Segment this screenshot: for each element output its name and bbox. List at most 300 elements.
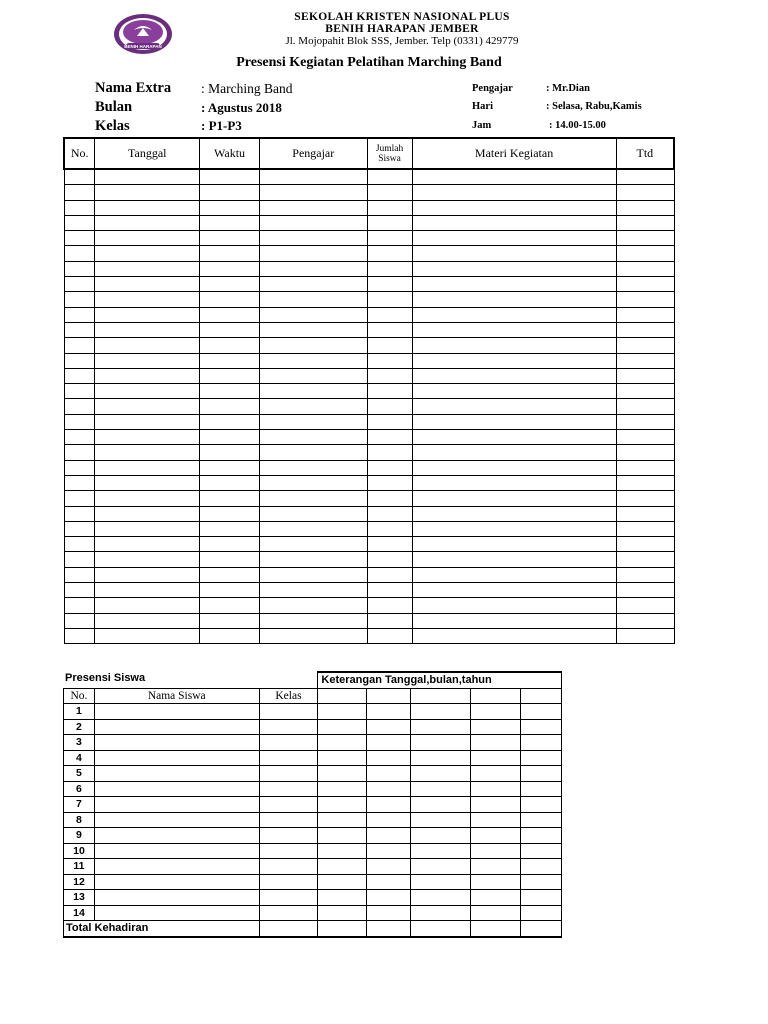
attendance-cell[interactable] [471, 735, 521, 751]
attendance-cell[interactable] [94, 704, 259, 720]
table-cell[interactable] [259, 185, 367, 200]
table-cell[interactable] [367, 261, 412, 276]
table-cell[interactable] [95, 231, 200, 246]
table-cell[interactable] [200, 338, 260, 353]
table-cell[interactable] [367, 460, 412, 475]
table-cell[interactable] [616, 430, 674, 445]
attendance-cell[interactable] [411, 719, 471, 735]
table-cell[interactable] [412, 475, 616, 490]
attendance-cell[interactable] [367, 812, 411, 828]
attendance-cell[interactable] [367, 766, 411, 782]
table-cell[interactable] [200, 307, 260, 322]
table-cell[interactable] [64, 628, 95, 643]
table-cell[interactable] [412, 246, 616, 261]
table-cell[interactable] [367, 445, 412, 460]
table-cell[interactable] [259, 231, 367, 246]
table-cell[interactable] [200, 583, 260, 598]
attendance-cell[interactable] [411, 905, 471, 921]
attendance-cell[interactable] [318, 890, 367, 906]
table-cell[interactable] [259, 613, 367, 628]
table-cell[interactable] [64, 292, 95, 307]
attendance-cell[interactable] [411, 735, 471, 751]
table-cell[interactable] [95, 552, 200, 567]
table-cell[interactable] [259, 384, 367, 399]
attendance-cell[interactable] [521, 735, 562, 751]
attendance-cell[interactable] [471, 859, 521, 875]
table-cell[interactable] [64, 246, 95, 261]
table-cell[interactable] [259, 169, 367, 185]
attendance-cell[interactable] [367, 828, 411, 844]
table-cell[interactable] [367, 583, 412, 598]
table-cell[interactable] [200, 521, 260, 536]
table-cell[interactable] [412, 215, 616, 230]
attendance-cell[interactable] [521, 766, 562, 782]
table-cell[interactable] [412, 430, 616, 445]
attendance-cell[interactable] [367, 704, 411, 720]
table-cell[interactable] [616, 215, 674, 230]
table-cell[interactable] [412, 506, 616, 521]
table-cell[interactable] [95, 445, 200, 460]
table-cell[interactable] [616, 598, 674, 613]
attendance-cell[interactable] [318, 812, 367, 828]
attendance-cell[interactable] [318, 905, 367, 921]
table-cell[interactable] [64, 384, 95, 399]
attendance-cell[interactable] [318, 750, 367, 766]
table-cell[interactable] [64, 368, 95, 383]
attendance-cell[interactable] [318, 781, 367, 797]
table-cell[interactable] [616, 261, 674, 276]
table-cell[interactable] [259, 445, 367, 460]
table-cell[interactable] [95, 322, 200, 337]
table-cell[interactable] [64, 277, 95, 292]
table-cell[interactable] [367, 491, 412, 506]
attendance-cell[interactable] [411, 766, 471, 782]
attendance-cell[interactable] [471, 781, 521, 797]
attendance-cell[interactable] [471, 843, 521, 859]
table-cell[interactable] [616, 521, 674, 536]
table-cell[interactable] [412, 460, 616, 475]
attendance-cell[interactable] [94, 719, 259, 735]
table-cell[interactable] [200, 368, 260, 383]
table-cell[interactable] [367, 567, 412, 582]
table-cell[interactable] [616, 414, 674, 429]
attendance-cell[interactable] [259, 828, 318, 844]
table-cell[interactable] [367, 169, 412, 185]
table-cell[interactable] [412, 292, 616, 307]
table-cell[interactable] [367, 322, 412, 337]
table-cell[interactable] [616, 445, 674, 460]
table-cell[interactable] [95, 185, 200, 200]
table-cell[interactable] [412, 322, 616, 337]
table-cell[interactable] [64, 598, 95, 613]
table-cell[interactable] [200, 475, 260, 490]
table-cell[interactable] [616, 399, 674, 414]
attendance-cell[interactable] [367, 719, 411, 735]
table-cell[interactable] [259, 246, 367, 261]
table-cell[interactable] [616, 307, 674, 322]
attendance-cell[interactable] [94, 735, 259, 751]
attendance-cell[interactable] [259, 859, 318, 875]
table-cell[interactable] [95, 368, 200, 383]
table-cell[interactable] [412, 338, 616, 353]
attendance-cell[interactable] [521, 797, 562, 813]
table-cell[interactable] [64, 506, 95, 521]
table-cell[interactable] [367, 506, 412, 521]
table-cell[interactable] [64, 200, 95, 215]
table-cell[interactable] [64, 322, 95, 337]
table-cell[interactable] [412, 583, 616, 598]
attendance-cell[interactable] [367, 781, 411, 797]
table-cell[interactable] [200, 353, 260, 368]
attendance-cell[interactable] [521, 843, 562, 859]
table-cell[interactable] [412, 384, 616, 399]
table-cell[interactable] [95, 460, 200, 475]
table-cell[interactable] [64, 521, 95, 536]
table-cell[interactable] [95, 246, 200, 261]
attendance-cell[interactable] [471, 812, 521, 828]
table-cell[interactable] [200, 567, 260, 582]
attendance-cell[interactable] [471, 766, 521, 782]
table-cell[interactable] [412, 200, 616, 215]
table-cell[interactable] [200, 246, 260, 261]
table-cell[interactable] [259, 307, 367, 322]
table-cell[interactable] [200, 414, 260, 429]
table-cell[interactable] [95, 277, 200, 292]
table-cell[interactable] [200, 215, 260, 230]
table-cell[interactable] [259, 537, 367, 552]
attendance-cell[interactable] [521, 781, 562, 797]
table-cell[interactable] [200, 322, 260, 337]
table-cell[interactable] [367, 628, 412, 643]
table-cell[interactable] [616, 322, 674, 337]
attendance-cell[interactable] [318, 797, 367, 813]
table-cell[interactable] [616, 292, 674, 307]
table-cell[interactable] [200, 598, 260, 613]
attendance-cell[interactable] [318, 843, 367, 859]
attendance-cell[interactable] [259, 890, 318, 906]
table-cell[interactable] [64, 537, 95, 552]
table-cell[interactable] [259, 583, 367, 598]
attendance-cell[interactable] [521, 905, 562, 921]
table-cell[interactable] [259, 598, 367, 613]
table-cell[interactable] [259, 399, 367, 414]
attendance-cell[interactable] [259, 704, 318, 720]
table-cell[interactable] [367, 521, 412, 536]
attendance-cell[interactable] [318, 735, 367, 751]
attendance-cell[interactable] [94, 859, 259, 875]
attendance-cell[interactable] [94, 812, 259, 828]
attendance-cell[interactable] [259, 874, 318, 890]
attendance-cell[interactable] [521, 874, 562, 890]
attendance-cell[interactable] [94, 781, 259, 797]
table-cell[interactable] [200, 399, 260, 414]
table-cell[interactable] [616, 475, 674, 490]
table-cell[interactable] [367, 384, 412, 399]
table-cell[interactable] [95, 521, 200, 536]
attendance-cell[interactable] [94, 750, 259, 766]
table-cell[interactable] [64, 215, 95, 230]
table-cell[interactable] [367, 200, 412, 215]
table-cell[interactable] [412, 185, 616, 200]
table-cell[interactable] [64, 307, 95, 322]
table-cell[interactable] [259, 475, 367, 490]
table-cell[interactable] [259, 261, 367, 276]
table-cell[interactable] [200, 460, 260, 475]
table-cell[interactable] [64, 613, 95, 628]
table-cell[interactable] [64, 399, 95, 414]
table-cell[interactable] [412, 445, 616, 460]
attendance-cell[interactable] [521, 828, 562, 844]
table-cell[interactable] [616, 277, 674, 292]
table-cell[interactable] [367, 338, 412, 353]
attendance-cell[interactable] [318, 859, 367, 875]
table-cell[interactable] [64, 491, 95, 506]
table-cell[interactable] [616, 583, 674, 598]
table-cell[interactable] [64, 460, 95, 475]
attendance-cell[interactable] [259, 719, 318, 735]
table-cell[interactable] [412, 353, 616, 368]
attendance-cell[interactable] [367, 874, 411, 890]
table-cell[interactable] [412, 628, 616, 643]
attendance-cell[interactable] [318, 704, 367, 720]
table-cell[interactable] [200, 200, 260, 215]
attendance-cell[interactable] [318, 874, 367, 890]
table-cell[interactable] [95, 338, 200, 353]
table-cell[interactable] [616, 552, 674, 567]
table-cell[interactable] [259, 215, 367, 230]
table-cell[interactable] [616, 338, 674, 353]
table-cell[interactable] [367, 414, 412, 429]
table-cell[interactable] [200, 292, 260, 307]
table-cell[interactable] [95, 628, 200, 643]
table-cell[interactable] [64, 475, 95, 490]
table-cell[interactable] [367, 598, 412, 613]
table-cell[interactable] [95, 506, 200, 521]
attendance-cell[interactable] [367, 843, 411, 859]
attendance-cell[interactable] [94, 766, 259, 782]
table-cell[interactable] [64, 445, 95, 460]
attendance-cell[interactable] [367, 735, 411, 751]
attendance-cell[interactable] [411, 750, 471, 766]
table-cell[interactable] [367, 613, 412, 628]
table-cell[interactable] [95, 598, 200, 613]
table-cell[interactable] [95, 414, 200, 429]
table-cell[interactable] [616, 231, 674, 246]
table-cell[interactable] [412, 552, 616, 567]
table-cell[interactable] [259, 292, 367, 307]
table-cell[interactable] [616, 185, 674, 200]
attendance-cell[interactable] [367, 905, 411, 921]
table-cell[interactable] [367, 277, 412, 292]
table-cell[interactable] [200, 552, 260, 567]
table-cell[interactable] [367, 552, 412, 567]
table-cell[interactable] [259, 430, 367, 445]
attendance-cell[interactable] [411, 797, 471, 813]
table-cell[interactable] [367, 246, 412, 261]
attendance-cell[interactable] [521, 750, 562, 766]
table-cell[interactable] [412, 277, 616, 292]
attendance-cell[interactable] [259, 843, 318, 859]
table-cell[interactable] [412, 169, 616, 185]
table-cell[interactable] [259, 506, 367, 521]
table-cell[interactable] [367, 475, 412, 490]
table-cell[interactable] [95, 292, 200, 307]
table-cell[interactable] [616, 460, 674, 475]
table-cell[interactable] [259, 368, 367, 383]
attendance-cell[interactable] [259, 781, 318, 797]
table-cell[interactable] [412, 598, 616, 613]
table-cell[interactable] [412, 307, 616, 322]
table-cell[interactable] [200, 445, 260, 460]
attendance-cell[interactable] [411, 828, 471, 844]
attendance-cell[interactable] [94, 843, 259, 859]
table-cell[interactable] [259, 567, 367, 582]
table-cell[interactable] [412, 491, 616, 506]
attendance-cell[interactable] [471, 905, 521, 921]
attendance-cell[interactable] [471, 828, 521, 844]
attendance-cell[interactable] [367, 890, 411, 906]
table-cell[interactable] [95, 613, 200, 628]
table-cell[interactable] [367, 368, 412, 383]
attendance-cell[interactable] [94, 905, 259, 921]
attendance-cell[interactable] [471, 719, 521, 735]
table-cell[interactable] [200, 169, 260, 185]
table-cell[interactable] [367, 185, 412, 200]
attendance-cell[interactable] [521, 859, 562, 875]
table-cell[interactable] [200, 628, 260, 643]
table-cell[interactable] [367, 399, 412, 414]
table-cell[interactable] [259, 552, 367, 567]
table-cell[interactable] [200, 537, 260, 552]
attendance-cell[interactable] [318, 719, 367, 735]
attendance-cell[interactable] [94, 797, 259, 813]
table-cell[interactable] [367, 215, 412, 230]
table-cell[interactable] [616, 491, 674, 506]
table-cell[interactable] [95, 399, 200, 414]
attendance-cell[interactable] [411, 812, 471, 828]
table-cell[interactable] [259, 521, 367, 536]
table-cell[interactable] [64, 552, 95, 567]
table-cell[interactable] [200, 506, 260, 521]
table-cell[interactable] [616, 353, 674, 368]
table-cell[interactable] [259, 460, 367, 475]
table-cell[interactable] [616, 246, 674, 261]
table-cell[interactable] [259, 338, 367, 353]
attendance-cell[interactable] [471, 797, 521, 813]
attendance-cell[interactable] [521, 704, 562, 720]
attendance-cell[interactable] [259, 812, 318, 828]
table-cell[interactable] [616, 506, 674, 521]
attendance-cell[interactable] [318, 828, 367, 844]
table-cell[interactable] [64, 353, 95, 368]
table-cell[interactable] [412, 537, 616, 552]
table-cell[interactable] [259, 277, 367, 292]
attendance-cell[interactable] [259, 905, 318, 921]
table-cell[interactable] [259, 353, 367, 368]
attendance-cell[interactable] [411, 859, 471, 875]
table-cell[interactable] [95, 567, 200, 582]
attendance-cell[interactable] [367, 859, 411, 875]
attendance-cell[interactable] [94, 874, 259, 890]
table-cell[interactable] [616, 169, 674, 185]
table-cell[interactable] [367, 353, 412, 368]
attendance-cell[interactable] [411, 843, 471, 859]
table-cell[interactable] [412, 613, 616, 628]
table-cell[interactable] [412, 521, 616, 536]
table-cell[interactable] [95, 537, 200, 552]
table-cell[interactable] [95, 261, 200, 276]
table-cell[interactable] [616, 628, 674, 643]
table-cell[interactable] [367, 537, 412, 552]
attendance-cell[interactable] [411, 890, 471, 906]
table-cell[interactable] [95, 307, 200, 322]
table-cell[interactable] [616, 567, 674, 582]
table-cell[interactable] [64, 231, 95, 246]
table-cell[interactable] [259, 200, 367, 215]
table-cell[interactable] [616, 537, 674, 552]
table-cell[interactable] [412, 414, 616, 429]
attendance-cell[interactable] [94, 890, 259, 906]
table-cell[interactable] [367, 292, 412, 307]
table-cell[interactable] [64, 567, 95, 582]
table-cell[interactable] [95, 475, 200, 490]
attendance-cell[interactable] [411, 704, 471, 720]
table-cell[interactable] [64, 169, 95, 185]
table-cell[interactable] [367, 430, 412, 445]
table-cell[interactable] [200, 430, 260, 445]
table-cell[interactable] [412, 567, 616, 582]
table-cell[interactable] [64, 430, 95, 445]
table-cell[interactable] [64, 261, 95, 276]
attendance-cell[interactable] [259, 766, 318, 782]
table-cell[interactable] [616, 368, 674, 383]
attendance-cell[interactable] [521, 890, 562, 906]
table-cell[interactable] [64, 414, 95, 429]
table-cell[interactable] [616, 384, 674, 399]
table-cell[interactable] [412, 368, 616, 383]
table-cell[interactable] [64, 338, 95, 353]
table-cell[interactable] [367, 231, 412, 246]
attendance-cell[interactable] [318, 766, 367, 782]
attendance-cell[interactable] [521, 812, 562, 828]
table-cell[interactable] [259, 491, 367, 506]
table-cell[interactable] [200, 613, 260, 628]
attendance-cell[interactable] [411, 781, 471, 797]
attendance-cell[interactable] [94, 828, 259, 844]
table-cell[interactable] [95, 200, 200, 215]
table-cell[interactable] [200, 277, 260, 292]
table-cell[interactable] [95, 384, 200, 399]
attendance-cell[interactable] [259, 797, 318, 813]
attendance-cell[interactable] [411, 874, 471, 890]
table-cell[interactable] [412, 399, 616, 414]
table-cell[interactable] [259, 414, 367, 429]
attendance-cell[interactable] [471, 874, 521, 890]
table-cell[interactable] [616, 613, 674, 628]
attendance-cell[interactable] [259, 735, 318, 751]
table-cell[interactable] [200, 491, 260, 506]
table-cell[interactable] [95, 169, 200, 185]
table-cell[interactable] [412, 261, 616, 276]
attendance-cell[interactable] [367, 750, 411, 766]
table-cell[interactable] [95, 583, 200, 598]
table-cell[interactable] [200, 185, 260, 200]
table-cell[interactable] [259, 628, 367, 643]
table-cell[interactable] [200, 231, 260, 246]
attendance-cell[interactable] [367, 797, 411, 813]
attendance-cell[interactable] [521, 719, 562, 735]
table-cell[interactable] [95, 430, 200, 445]
